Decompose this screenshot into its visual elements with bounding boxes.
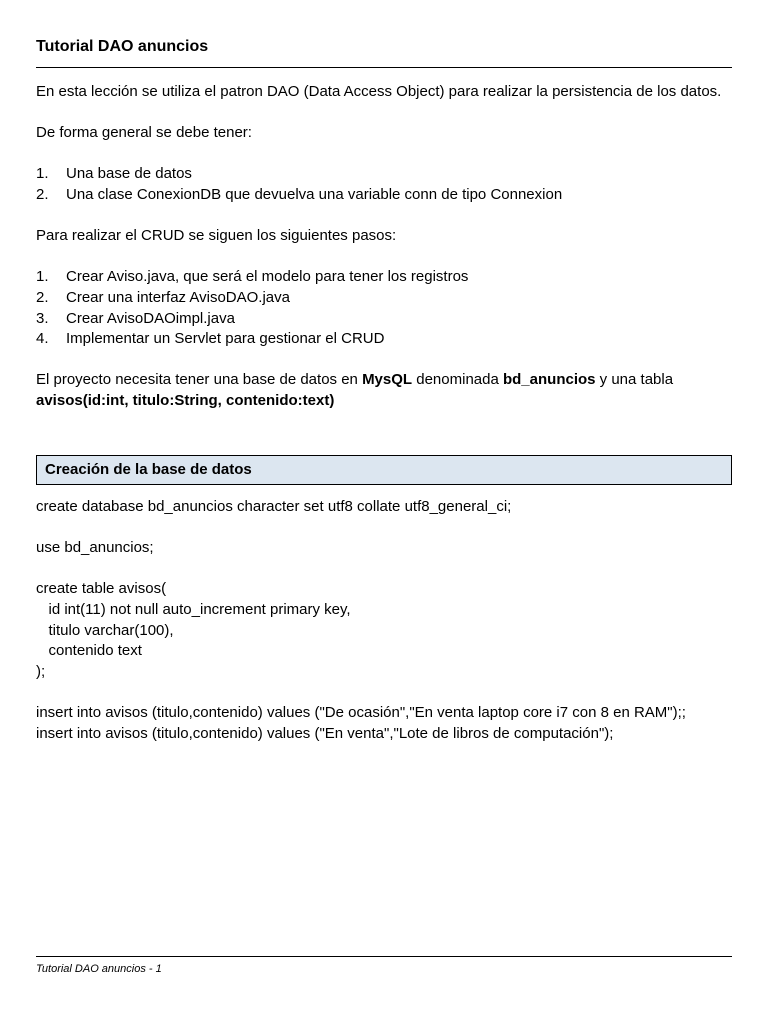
list-item-number: 3. bbox=[36, 309, 49, 327]
list-item-text: Crear una interfaz AvisoDAO.java bbox=[66, 288, 290, 306]
list-item bbox=[36, 288, 732, 309]
list-item-number: 2. bbox=[36, 185, 49, 203]
list-item-number: 2. bbox=[36, 288, 49, 306]
project-note-text: El proyecto necesita tener una base de datos en bbox=[36, 371, 363, 389]
db-engine-name: MysQL bbox=[362, 371, 413, 389]
code-line: contenido text bbox=[36, 642, 142, 660]
list-item bbox=[36, 267, 732, 288]
intro-paragraph: En esta lección se utiliza el patron DAO (Data Access Object) para realizar la persistencia de los datos. bbox=[36, 83, 722, 100]
code-line: titulo varchar(100), bbox=[36, 621, 174, 639]
list-item-number: 1. bbox=[36, 165, 49, 183]
page-footer: Tutorial DAO anuncios - 1 bbox=[36, 963, 162, 975]
code-line: insert into avisos (titulo,contenido) values ("En venta","Lote de libros de computación"); bbox=[36, 724, 614, 742]
list-item-text: Crear AvisoDAOimpl.java bbox=[66, 309, 235, 327]
list-item-text: Implementar un Servlet para gestionar el CRUD bbox=[66, 330, 385, 348]
list-item bbox=[36, 185, 732, 206]
title-divider bbox=[36, 67, 732, 68]
list-item bbox=[36, 329, 732, 350]
general-heading: De forma general se debe tener: bbox=[36, 124, 252, 142]
code-line: create table avisos( bbox=[36, 580, 167, 598]
sql-code-block bbox=[36, 497, 732, 744]
code-line: use bd_anuncios; bbox=[36, 539, 154, 557]
list-item-number: 4. bbox=[36, 330, 49, 348]
code-line: id int(11) not null auto_increment primary key, bbox=[36, 600, 351, 618]
list-item-text: Una base de datos bbox=[66, 165, 192, 183]
db-name: bd_anuncios bbox=[502, 371, 596, 389]
requirements-list bbox=[36, 164, 732, 205]
project-note bbox=[36, 370, 732, 411]
code-line: insert into avisos (titulo,contenido) values ("De ocasión","En venta laptop core i7 con 8 en RAM");; bbox=[36, 703, 686, 721]
section-heading-box bbox=[36, 455, 732, 485]
document-body bbox=[36, 82, 732, 412]
list-item-text: Una clase ConexionDB que devuelva una variable conn de tipo Connexion bbox=[66, 185, 563, 203]
code-line: create database bd_anuncios character set utf8 collate utf8_general_ci; bbox=[36, 498, 512, 515]
section-heading: Creación de la base de datos bbox=[45, 461, 252, 478]
document-page bbox=[36, 0, 732, 1024]
table-definition: avisos(id:int, titulo:String, contenido:text) bbox=[36, 391, 335, 409]
footer-divider bbox=[36, 956, 732, 957]
project-note-text: y una tabla bbox=[595, 371, 674, 389]
list-item bbox=[36, 164, 732, 185]
crud-heading: Para realizar el CRUD se siguen los siguientes pasos: bbox=[36, 227, 397, 245]
code-line: ); bbox=[36, 662, 46, 680]
document-title: Tutorial DAO anuncios bbox=[36, 38, 209, 55]
project-note-text: denominada bbox=[412, 371, 503, 389]
steps-list bbox=[36, 267, 732, 349]
list-item-text: Crear Aviso.java, que será el modelo para tener los registros bbox=[66, 268, 469, 286]
list-item bbox=[36, 309, 732, 330]
list-item-number: 1. bbox=[36, 268, 49, 286]
